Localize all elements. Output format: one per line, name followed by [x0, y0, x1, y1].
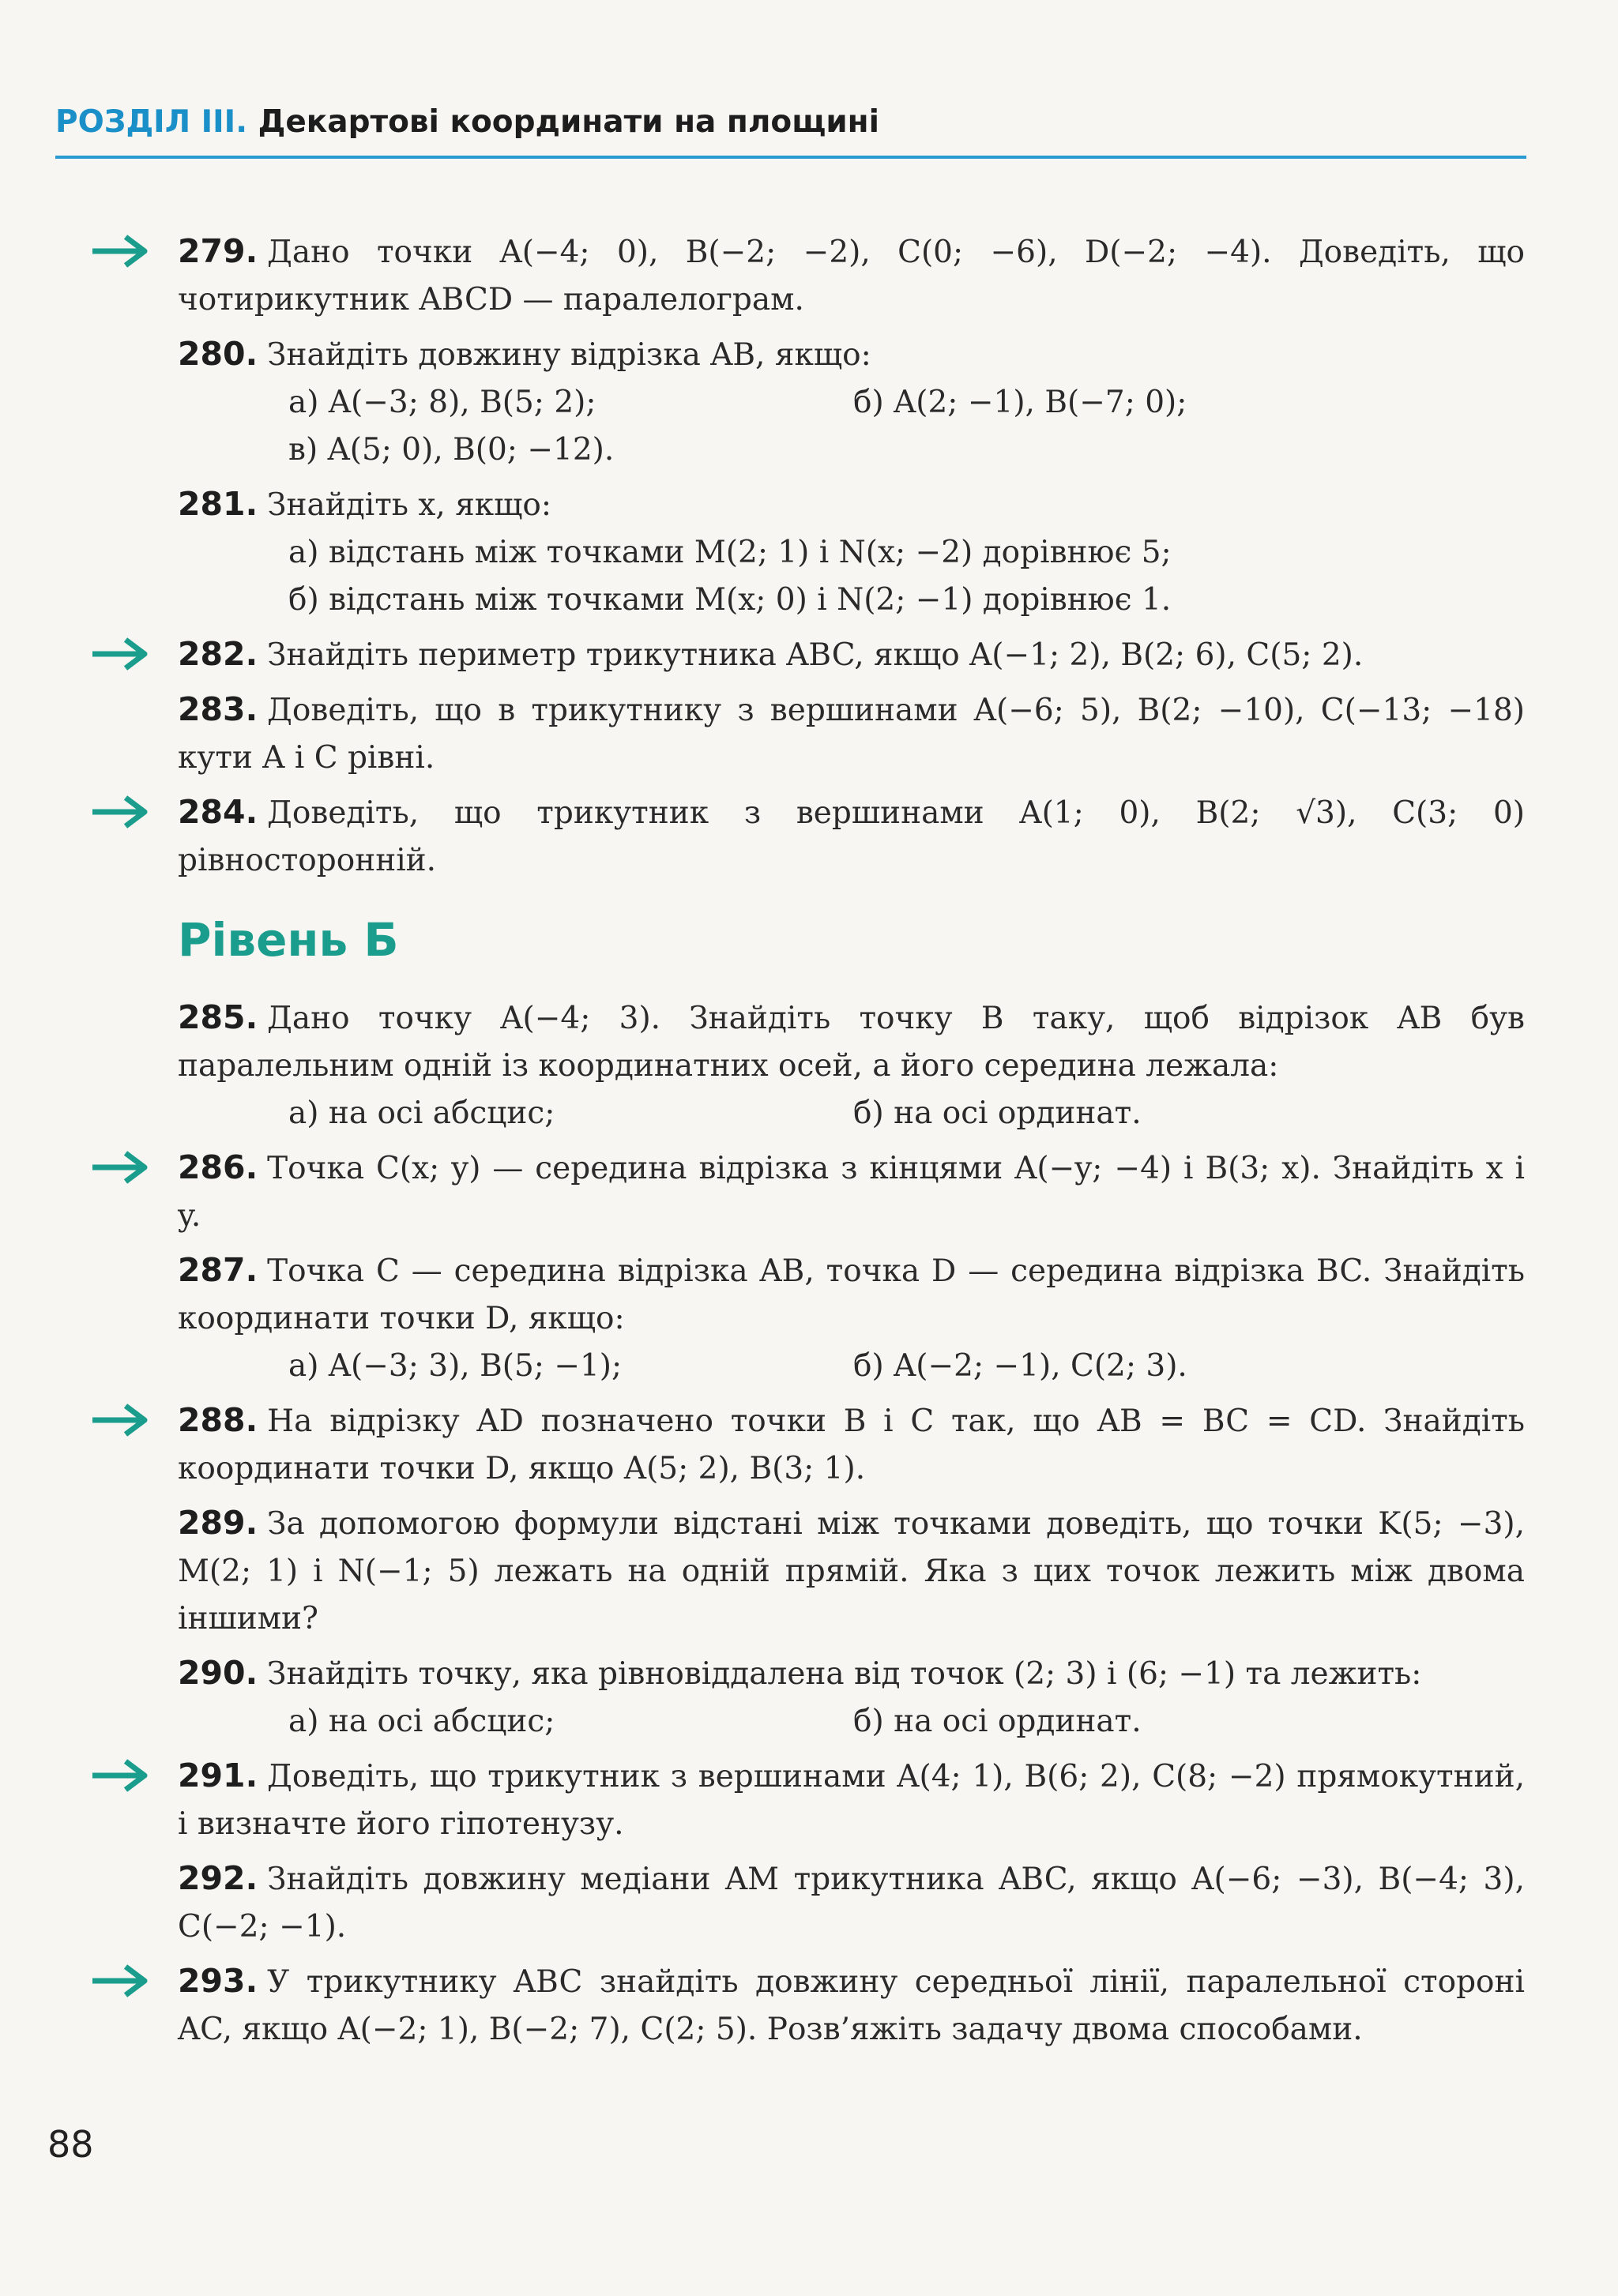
problem-290 [178, 1649, 1525, 1745]
arrow-right-icon [91, 227, 154, 275]
problem-text: За допомогою формули відстані між точками доведіть, що точки K(5; −3), M(2; 1) і N(−1; 5) лежать на одній прямій. Яка з цих точок лежить між двома іншими? [178, 1506, 1525, 1637]
problem-number: 291. [178, 1757, 258, 1794]
problem-text: Дано точки A(−4; 0), B(−2; −2), C(0; −6), D(−2; −4). Доведіть, що чотирикутник ABCD — паралелограм. [178, 235, 1525, 318]
subitem-a: а) A(−3; 3), B(5; −1); [288, 1348, 623, 1384]
subitem-a: а) відстань між точками M(2; 1) і N(x; −2) дорівнює 5; [288, 535, 1172, 570]
problem-number: 293. [178, 1962, 258, 2000]
subitem-b: б) A(−2; −1), C(2; 3). [853, 1348, 1187, 1384]
subitem-a: а) на осі абсцис; [288, 1095, 555, 1131]
problem-text: Доведіть, що в трикутнику з вершинами A(−6; 5), B(2; −10), C(−13; −18) кути A і C рівні. [178, 693, 1525, 776]
subitem-b: б) на осі ординат. [853, 1704, 1142, 1739]
arrow-right-icon [91, 1957, 154, 2005]
subitem-a: а) A(−3; 8), B(5; 2); [288, 385, 596, 420]
chapter-title: Декартові координати на площині [258, 104, 879, 140]
problem-number: 287. [178, 1251, 258, 1289]
problem-text: Доведіть, що трикутник з вершинами A(1; 0), B(2; √3), C(3; 0) рівносторонній. [178, 795, 1525, 878]
problem-text: Точка C — середина відрізка AB, точка D — середина відрізка BC. Знайдіть координати точки D, якщо: [178, 1253, 1525, 1336]
problem-279 [178, 227, 1525, 324]
header-rule [55, 156, 1526, 159]
level-heading: Рівень Б [178, 913, 399, 967]
problem-number: 279. [178, 232, 258, 270]
subitem-b: б) A(2; −1), B(−7; 0); [853, 385, 1187, 420]
problem-number: 285. [178, 998, 258, 1036]
subitem-a: а) на осі абсцис; [288, 1704, 555, 1739]
problem-293 [178, 1957, 1525, 2054]
page-number: 88 [47, 2123, 94, 2166]
problem-text: Знайдіть довжину медіани AM трикутника ABC, якщо A(−6; −3), B(−4; 3), C(−2; −1). [178, 1862, 1525, 1945]
problem-287 [178, 1246, 1525, 1390]
subitem-b: б) на осі ординат. [853, 1095, 1142, 1131]
problem-288 [178, 1396, 1525, 1493]
problem-text: Доведіть, що трикутник з вершинами A(4; 1), B(6; 2), C(8; −2) прямокутний, і визначте його гіпотенузу. [178, 1759, 1525, 1842]
problem-number: 290. [178, 1654, 258, 1692]
section-label: РОЗДІЛ III. [55, 104, 248, 140]
problem-280 [178, 330, 1525, 474]
problem-text: Знайдіть довжину відрізка AB, якщо: [267, 337, 871, 373]
problem-number: 289. [178, 1504, 258, 1542]
arrow-right-icon [91, 1144, 154, 1191]
subitem-b: б) відстань між точками M(x; 0) і N(2; −1) дорівнює 1. [288, 582, 1172, 618]
problem-text: У трикутнику ABC знайдіть довжину середньої лінії, паралельної стороні AC, якщо A(−2; 1), B(−2; 7), C(2; 5). Розв’яжіть задачу двома способами. [178, 1964, 1525, 2047]
problem-number: 282. [178, 635, 258, 673]
arrow-right-icon [91, 788, 154, 836]
subitem-c: в) A(5; 0), B(0; −12). [288, 432, 615, 468]
problem-number: 281. [178, 485, 258, 523]
problem-text: Точка C(x; y) — середина відрізка з кінцями A(−y; −4) і B(3; x). Знайдіть x і y. [178, 1151, 1525, 1234]
problem-text: Знайдіть периметр трикутника ABC, якщо A(−1; 2), B(2; 6), C(5; 2). [267, 637, 1364, 673]
problem-text: Знайдіть точку, яка рівновіддалена від точок (2; 3) і (6; −1) та лежить: [267, 1656, 1422, 1692]
problem-number: 284. [178, 793, 258, 831]
problem-284 [178, 788, 1525, 885]
problem-282 [178, 630, 1525, 679]
problem-292 [178, 1854, 1525, 1951]
problem-number: 283. [178, 690, 258, 728]
problem-number: 280. [178, 335, 258, 373]
problem-text: На відрізку AD позначено точки B і C так, що AB = BC = CD. Знайдіть координати точки D, якщо A(5; 2), B(3; 1). [178, 1404, 1525, 1486]
chapter-header [55, 104, 1526, 140]
problem-285 [178, 994, 1525, 1137]
problem-281 [178, 480, 1525, 624]
problem-number: 292. [178, 1859, 258, 1897]
problem-291 [178, 1752, 1525, 1848]
problem-number: 286. [178, 1148, 258, 1186]
arrow-right-icon [91, 1396, 154, 1444]
problem-text: Знайдіть x, якщо: [267, 487, 552, 523]
problems-list [178, 227, 1525, 2060]
arrow-right-icon [91, 1752, 154, 1799]
problem-283 [178, 686, 1525, 782]
problem-286 [178, 1144, 1525, 1240]
problem-number: 288. [178, 1401, 258, 1439]
problem-text: Дано точку A(−4; 3). Знайдіть точку B таку, щоб відрізок AB був паралельним одній із координатних осей, а його середина лежала: [178, 1001, 1525, 1084]
problem-289 [178, 1499, 1525, 1643]
arrow-right-icon [91, 630, 154, 678]
